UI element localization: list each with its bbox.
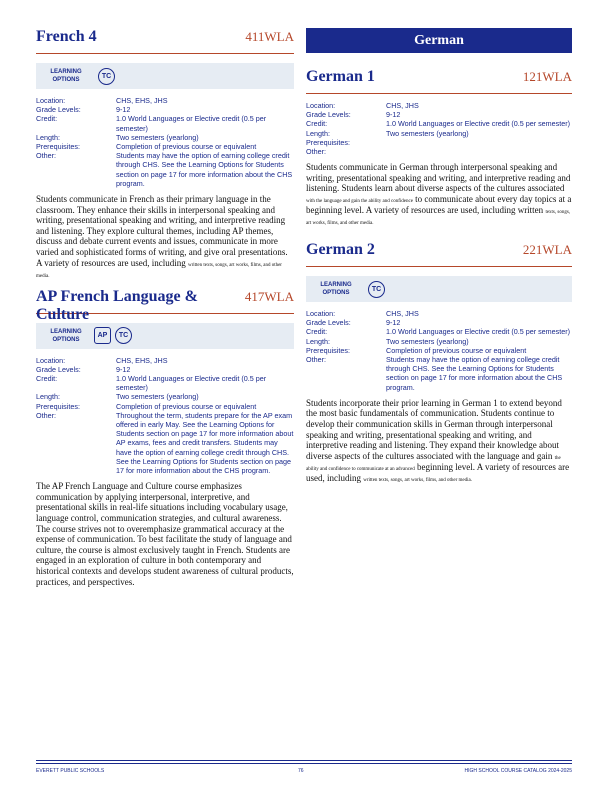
course-header [306,241,572,267]
info-row-location: Location: CHS, EHS, JHS [36,355,168,365]
course-title: French 4 [36,28,97,45]
description-small-text: written texts, songs, art works, films, and other media. [363,477,472,483]
course-code: 417WLA [244,288,294,304]
info-row-prereq: Prerequisites: Completion of previous course or equivalent [306,345,527,355]
footer-district: EVERETT PUBLIC SCHOOLS [36,768,105,774]
course-french-4 [36,28,294,280]
learning-options-band [36,63,294,89]
course-info [306,101,572,156]
info-row-credit: Credit: 1.0 World Languages or Elective credit (0.5 per semester) [36,114,267,133]
learning-options-band [306,276,572,302]
learning-options-label: LEARNING OPTIONS [50,69,82,83]
course-header [306,68,572,94]
course-description: The AP French Language and Culture course emphasizes communication by applying interpersonal, interpretive, and presentational skills in real-life situations including vocabulary usage, language control, communication strategies, and cultural awareness. The course strives not to overemphasize grammatical accuracy at the expense of communication. To best facilitate the study of language and culture, the course is almost exclusively taught in French. Students are engaged in an exploration of culture in both contemporary and historical contexts and develops student awareness of cultural products, practices, and perspectives. [36,481,294,587]
left-column [36,28,294,587]
description-small-text: texts, songs, art works, films, and other media. [306,210,571,226]
learning-options-label: LEARNING OPTIONS [50,328,82,343]
info-row-other: Other: Students may have the option of earning college credit through CHS. See the Learning Options for Students section on page 17 for more information about the CHS program. [306,355,563,392]
college-in-high-school-icon: TC [115,327,132,344]
info-row-prereq: Prerequisites: Completion of previous course or equivalent [36,142,257,152]
course-ap-french [36,288,294,588]
course-code: 121WLA [522,69,572,84]
right-column [306,28,572,484]
description-small-text: the ability and confidence to communicate at an advanced [306,455,561,472]
info-row-length: Length: Two semesters (yearlong) [306,128,469,138]
info-row-location: Location: CHS, JHS [306,309,419,318]
description-small-text: written texts, songs, art works, films, and other media. [36,262,282,279]
info-row-credit: Credit: 1.0 World Languages or Elective credit (0.5 per semester) [306,327,571,337]
footer-catalog: HIGH SCHOOL COURSE CATALOG 2024-2025 [464,768,572,774]
college-in-high-school-icon: TC [368,281,385,298]
course-title: German 2 [306,241,375,258]
course-info [306,309,572,392]
info-row-grade: Grade Levels: 9-12 [306,318,401,328]
info-row-prereq: Prerequisites: [306,137,350,147]
info-row-credit: Credit: 1.0 World Languages or Elective credit (0.5 per semester) [306,119,571,129]
course-header [36,28,294,54]
info-row-other: Other: [306,147,326,157]
course-info [36,356,294,476]
page-number: 76 [298,768,304,774]
course-description: Students communicate in French as their primary language in the classroom. They enhance their skills in interpersonal speaking and writing, presentational speaking and writing, and interpretive reading and listening. They explore cultural themes, including AP themes, discuss and debate current events and issues, communicate in more varied and sophisticated forms of writing, and give oral presentations. A variety of resources are used, including written texts, songs, art works, films, and other media. [36,194,288,279]
info-row-length: Length: Two semesters (yearlong) [36,392,199,402]
footer-rule [36,763,572,764]
course-german-1 [306,68,572,227]
info-row-location: Location: CHS, JHS [306,101,419,110]
info-row-grade: Grade Levels: 9-12 [306,110,401,120]
info-row-other: Other: Students may have the option of earning college credit through CHS. See the Learning Options for Students section on page 17 for more information about the CHS program. [36,151,293,188]
course-code: 221WLA [522,242,572,257]
course-title: German 1 [306,68,375,85]
advanced-placement-icon: AP [94,327,111,344]
course-info [36,96,294,188]
section-banner-german: German [306,28,572,53]
footer-rule [36,760,572,761]
info-row-location: Location: CHS, EHS, JHS [36,96,168,105]
learning-options-label: LEARNING OPTIONS [320,282,352,296]
course-code: 411WLA [245,29,294,44]
info-row-prereq: Prerequisites: Completion of previous course or equivalent [36,401,257,411]
info-row-grade: Grade Levels: 9-12 [36,364,131,374]
description-small-text: with the language and gain the ability and confidence [306,199,413,204]
course-title: AP French Language & Culture [36,287,198,323]
course-description: Students incorporate their prior learning in German 1 to extend beyond the most basic fundamentals of communication. Students continue to develop their communication skills in German through interpersonal speaking and writing, presentational speaking and writing, and interpretive reading and listening. They expand their knowledge about diverse aspects of the cultures associated with the language and gain the ability and confidence to communicate at an advanced beginning level. A variety of resources are used, including written texts, songs, art works, films, and other media. [306,397,570,483]
info-row-length: Length: Two semesters (yearlong) [36,132,199,142]
course-description: Students communicate in German through interpersonal speaking and writing, presentational speaking and writing, and interpretive reading and listening. Students learn about diverse aspects of the cultures associated with the language and gain the ability and confidence to communicate about every day topics at a beginning level. A variety of resources are used, including written texts, songs, art works, films, and other media. [306,162,572,226]
info-row-other: Other: Throughout the term, students prepare for the AP exam offered in early May. See the Learning Options for Students section on page 17 for more information about AP exams, fees and credit transfers. Students may have the option of earning college credit through CHS. See the Learning Options for Students section on page 17 for more information about the CHS program. [36,410,294,476]
info-row-length: Length: Two semesters (yearlong) [306,336,469,346]
course-header [36,287,294,323]
learning-options-band [36,323,294,349]
college-in-high-school-icon: TC [98,68,115,85]
info-row-credit: Credit: 1.0 World Languages or Elective credit (0.5 per semester) [36,374,267,393]
course-german-2 [306,241,572,484]
info-row-grade: Grade Levels: 9-12 [36,105,131,115]
